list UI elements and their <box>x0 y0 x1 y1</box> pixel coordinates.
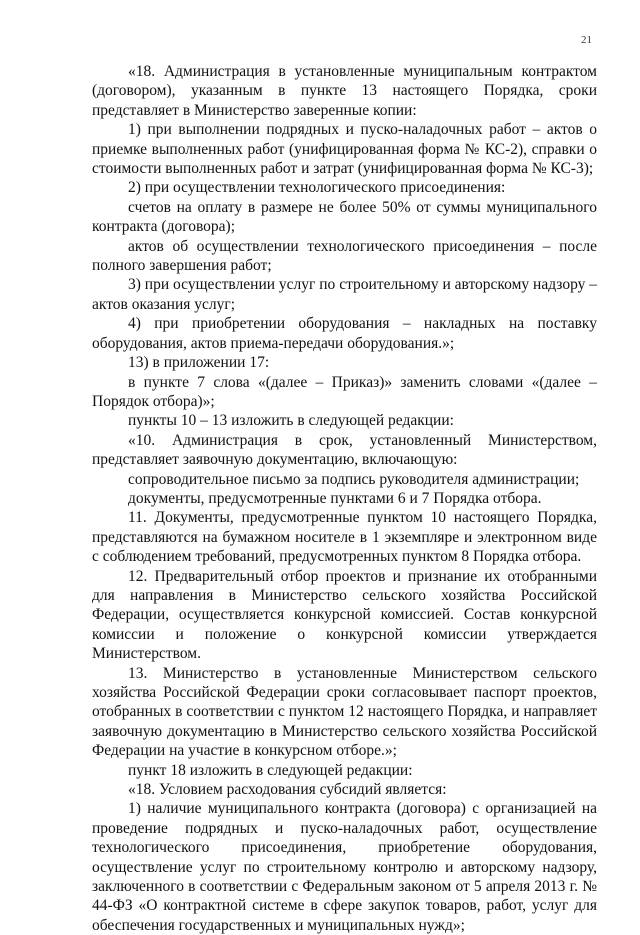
paragraph: актов об осуществлении технологического присоединения – после полного завершения работ; <box>92 237 597 275</box>
paragraph: сопроводительное письмо за подпись руководителя администрации; <box>128 470 580 488</box>
paragraph: счетов на оплату в размере не более 50% от суммы муниципального контракта (договора); <box>92 198 597 236</box>
paragraph: 11. Документы, предусмотренные пунктом 10 настоящего Порядка, представляются на бумажном носителе в 1 экземпляре и электронном виде с соблюдением требований, предусмотренных пунктом 8 Порядка отбора. <box>92 509 597 566</box>
paragraph: 4) при приобретении оборудования – накладных на поставку оборудования, актов приема-передачи оборудования.»; <box>92 315 597 352</box>
paragraph: 12. Предварительный отбор проектов и признание их отобранными для направления в Министерство сельского хозяйства Российской Федерации, осуществляется конкурсной комиссией. Состав конкурсной комиссии и положение о конкурсной комиссии утверждается Министерством. <box>92 567 597 663</box>
paragraph: 13. Министерство в установленные Министерством сельского хозяйства Российской Федерации сроки согласовывает паспорт проектов, отобранных в соответствии с пунктом 12 настоящего Порядка, и направляет заявочную документацию в Министерство сельского хозяйства Российской Федерации на участие в конкурсном отборе.»; <box>92 664 597 760</box>
paragraph: 1) наличие муниципального контракта (договора) с организацией на проведение подрядных и пуско-наладочных работ, осуществление технологического присоединения, приобретение оборудования, осуществление услуг по строительному контролю и авторскому надзору, заключенного в соответствии с Федеральным законом от 5 апреля 2013 г. № 44-ФЗ «О контрактной системе в сфере закупок товаров, работ, услуг для обеспечения государственных и муниципальных нужд»; <box>92 800 597 934</box>
paragraph: пункт 18 изложить в следующей редакции: <box>128 761 413 779</box>
paragraph: пункты 10 – 13 изложить в следующей редакции: <box>128 412 454 430</box>
paragraph: 2) при осуществлении технологического присоединения: <box>128 179 506 197</box>
paragraph: в пункте 7 слова «(далее – Приказ)» заменить словами «(далее – Порядок отбора)»; <box>92 373 597 410</box>
paragraph: 1) при выполнении подрядных и пуско-наладочных работ – актов о приемке выполненных работ (унифицированная форма № КС-2), справки о стоимости выполненных работ и затрат (унифицированная форма № КС-3); <box>92 121 597 178</box>
paragraph: «18. Администрация в установленные муниципальным контрактом (договором), указанным в пункте 13 настоящего Порядка, сроки представляет в Министерство заверенные копии: <box>92 63 597 119</box>
paragraph: «18. Условием расходования субсидий является: <box>128 781 447 799</box>
paragraph: 3) при осуществлении услуг по строительному и авторскому надзору – актов оказания услуг; <box>92 276 597 313</box>
paragraph: документы, предусмотренные пунктами 6 и 7 Порядка отбора. <box>128 489 542 507</box>
paragraph: 13) в приложении 17: <box>128 354 270 372</box>
document-body <box>92 62 597 935</box>
paragraph: «10. Администрация в срок, установленный Министерством, представляет заявочную документацию, включающую: <box>92 431 597 469</box>
page-number: 21 <box>581 34 592 46</box>
